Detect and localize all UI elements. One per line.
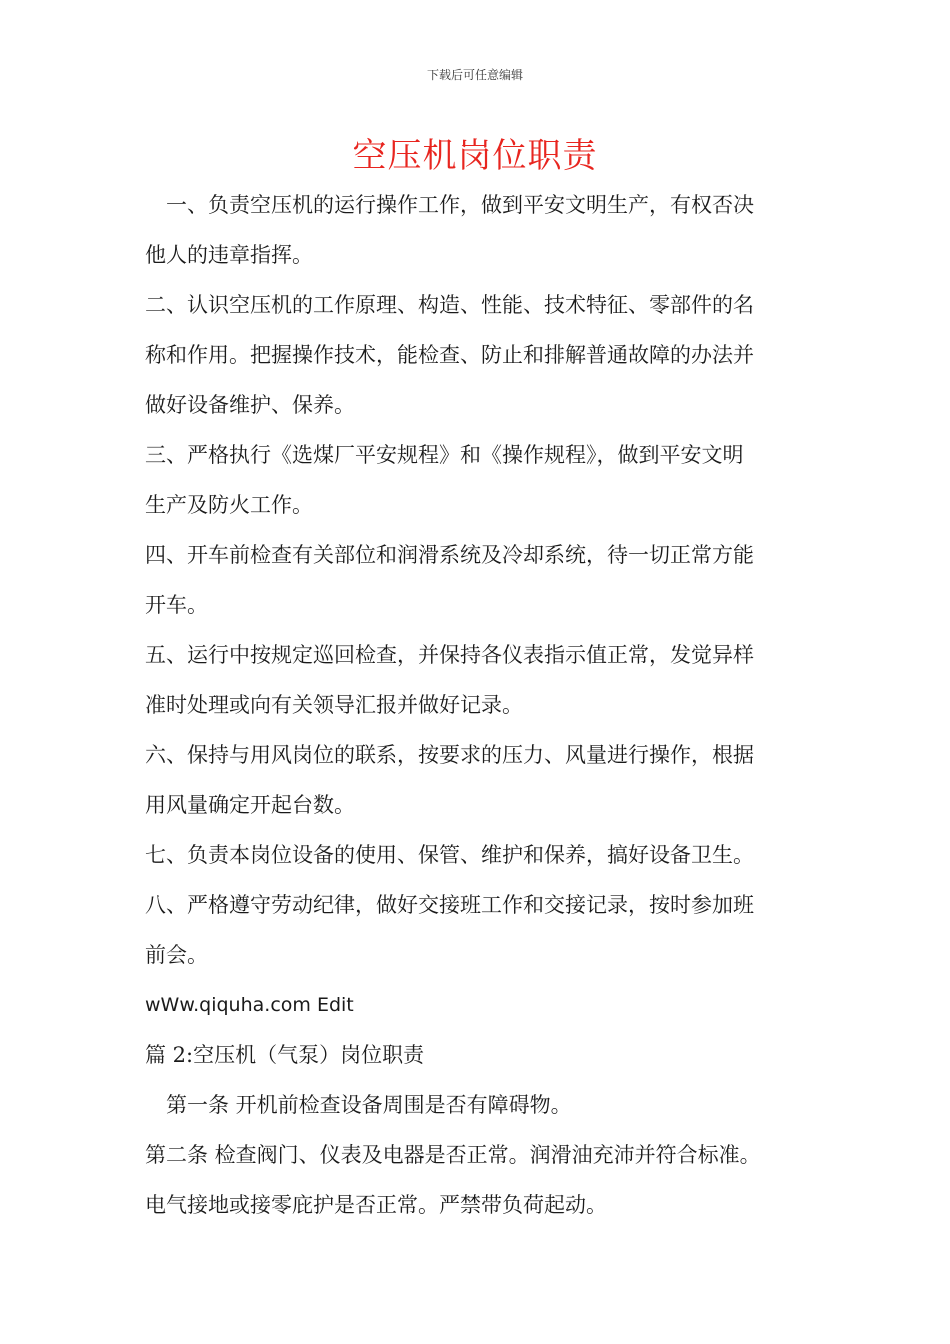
text-line: 准时处理或向有关领导汇报并做好记录。 xyxy=(145,693,523,717)
header-note: 下载后可任意编辑 xyxy=(426,68,523,82)
text-line: 前会。 xyxy=(145,943,208,967)
text-line: 第二条 检查阀门、仪表及电器是否正常。润滑油充沛并符合标准。 xyxy=(145,1143,761,1167)
text-line: 二、认识空压机的工作原理、构造、性能、技术特征、零部件的名 xyxy=(145,293,754,317)
text-line: 电气接地或接零庇护是否正常。严禁带负荷起动。 xyxy=(145,1193,607,1217)
text-line: 六、保持与用风岗位的联系，按要求的压力、风量进行操作，根据 xyxy=(145,743,754,767)
text-line: 用风量确定开起台数。 xyxy=(145,793,355,817)
text-line: 做好设备维护、保养。 xyxy=(145,393,355,417)
document-title: 空压机岗位职责 xyxy=(352,136,598,176)
text-line: 他人的违章指挥。 xyxy=(145,243,313,267)
text-line: 五、运行中按规定巡回检查，并保持各仪表指示值正常，发觉异样 xyxy=(145,643,754,667)
text-line: 一、负责空压机的运行操作工作，做到平安文明生产，有权否决 xyxy=(145,193,754,217)
website-text-line: wWw.qiquha.com Edit xyxy=(145,994,354,1016)
text-line: 七、负责本岗位设备的使用、保管、维护和保养，搞好设备卫生。 xyxy=(145,843,754,867)
text-line: 四、开车前检查有关部位和润滑系统及冷却系统，待一切正常方能 xyxy=(145,543,754,567)
text-line: 开车。 xyxy=(145,593,208,617)
document-body xyxy=(145,180,815,1230)
text-line: 八、严格遵守劳动纪律，做好交接班工作和交接记录，按时参加班 xyxy=(145,893,754,917)
text-line: 三、严格执行《选煤厂平安规程》和《操作规程》，做到平安文明 xyxy=(145,443,744,467)
text-line: 第一条 开机前检查设备周围是否有障碍物。 xyxy=(145,1093,572,1117)
section-heading: 篇 2:空压机（气泵）岗位职责 xyxy=(145,1043,425,1067)
text-line: 称和作用。把握操作技术，能检查、防止和排解普通故障的办法并 xyxy=(145,343,754,367)
text-line: 生产及防火工作。 xyxy=(145,493,313,517)
